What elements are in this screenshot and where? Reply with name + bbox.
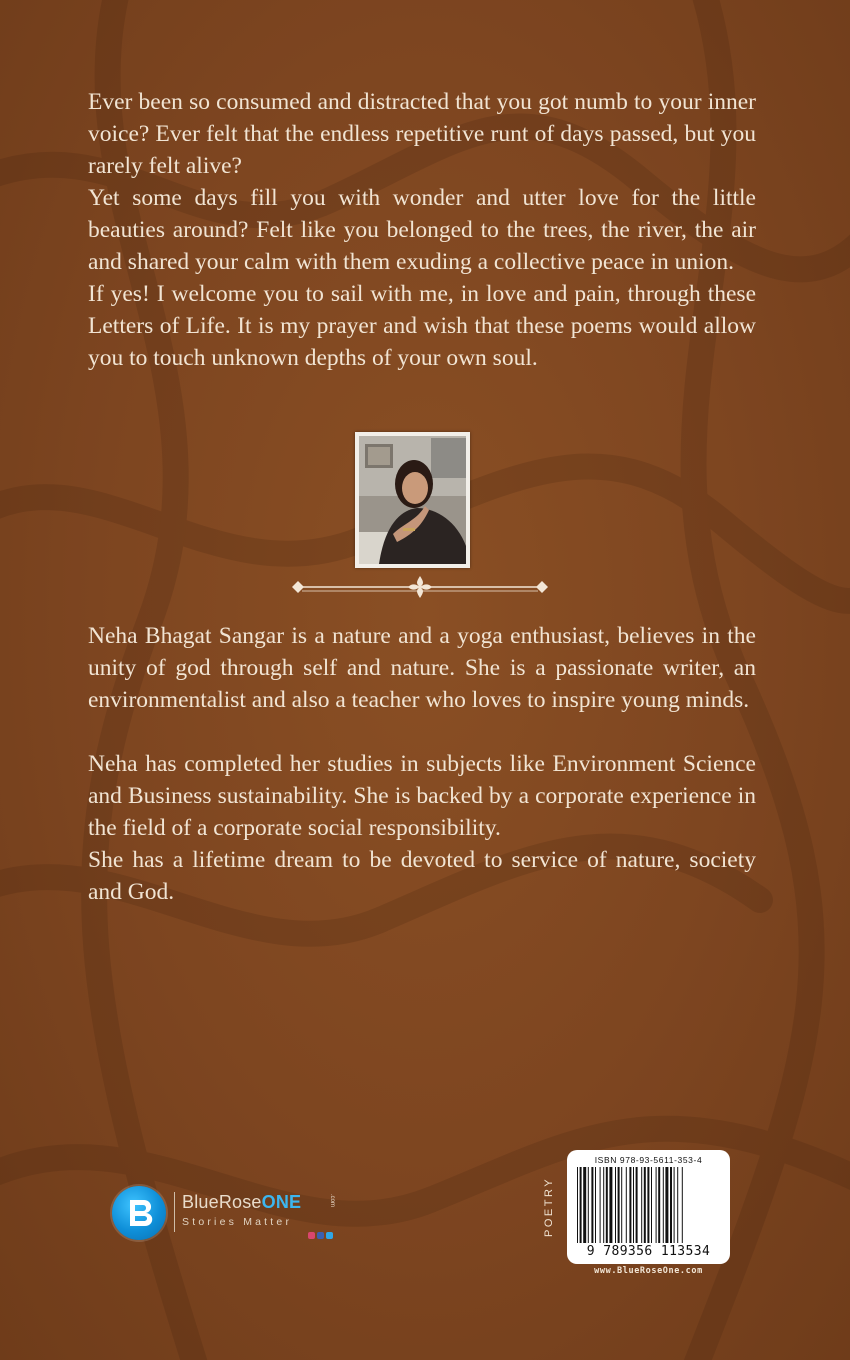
back-cover-blurb <box>88 86 756 374</box>
logo-separator <box>174 1192 175 1232</box>
isbn-label: ISBN 978-93-5611-353-4 <box>594 1155 703 1165</box>
isbn-barcode <box>567 1150 730 1264</box>
bio-paragraph-3: She has a lifetime dream to be devoted to service of nature, society and God. <box>88 847 756 905</box>
divider-ornament <box>288 574 552 600</box>
genre-label: POETRY <box>543 1176 555 1238</box>
instagram-icon <box>308 1232 315 1239</box>
author-bio <box>88 620 756 908</box>
isbn-number: 9 789356 113534 <box>586 1244 711 1259</box>
bio-paragraph-1: Neha Bhagat Sangar is a nature and a yoga enthusiast, believes in the unity of god through self and nature. She is a passionate writer, an environmentalist and also a teacher who loves to inspire young minds. <box>88 623 756 713</box>
blurb-paragraph-1: Ever been so consumed and distracted that you got numb to your inner voice? Ever felt that the endless repetitive runt of days passed, but you rarely felt alive? <box>88 89 756 179</box>
publisher-name: BlueRoseONE <box>182 1192 302 1212</box>
bio-paragraph-2: Neha has completed her studies in subjects like Environment Science and Business sustainability. She is backed by a corporate experience in the field of a corporate social responsibility. <box>88 751 756 841</box>
publisher-logo <box>112 1186 342 1246</box>
bluerose-logo-icon <box>112 1186 166 1240</box>
publisher-tagline: Stories Matter <box>182 1216 293 1228</box>
blurb-paragraph-2: Yet some days fill you with wonder and utter love for the little beauties around? Felt like you belonged to the trees, the river, the air and shared your calm with them exuding a collective peace in union. <box>88 185 756 275</box>
blurb-paragraph-3: If yes! I welcome you to sail with me, in love and pain, through these Letters of Life. It is my prayer and wish that these poems would allow you to touch unknown depths of your own soul. <box>88 281 756 371</box>
facebook-icon <box>317 1232 324 1239</box>
publisher-website: www.BlueRoseOne.com <box>594 1266 703 1276</box>
paragraph-gap <box>88 716 756 748</box>
social-icons <box>308 1232 333 1239</box>
publisher-domain-suffix: .com <box>329 1194 335 1208</box>
author-photo <box>355 432 470 568</box>
barcode-bars <box>577 1167 720 1243</box>
twitter-icon <box>326 1232 333 1239</box>
